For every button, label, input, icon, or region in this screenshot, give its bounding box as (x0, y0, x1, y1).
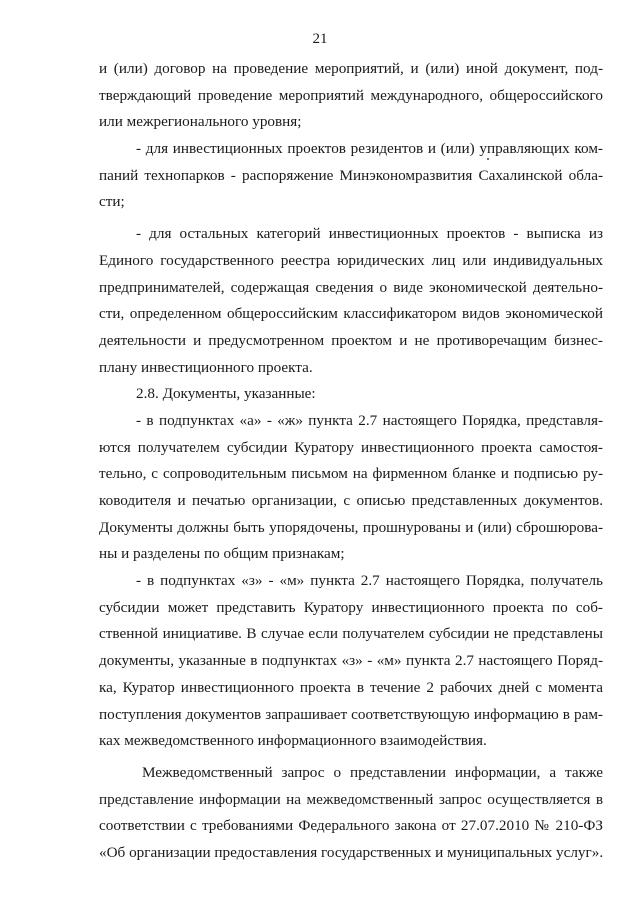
text-line: Межведомственный запрос о представлении информации, а также (142, 763, 603, 781)
text-line: тверждающий проведение мероприятий международного, общероссийского (99, 86, 603, 104)
text-line: представление информации на межведомственный запрос осуществляется в (99, 790, 603, 808)
paragraph-section-2-8 (99, 381, 603, 408)
text-line: «Об организации предоставления государственных и муниципальных услуг». (99, 843, 604, 861)
page-number: 21 (312, 31, 328, 47)
text-line: и (или) договор на проведение мероприятий, и (или) иной документ, под- (99, 60, 603, 77)
paragraph-interagency-request (99, 760, 603, 867)
text-line: - для инвестиционных проектов резидентов и (или) управляющих ком- (136, 140, 603, 158)
paragraph-items-z-m (99, 568, 603, 755)
text-line: - в подпунктах «з» - «м» пункта 2.7 настоящего Порядка, получатель (136, 572, 603, 590)
text-line: ются получателем субсидии Куратору инвестиционного проекта самостоя- (99, 438, 603, 456)
text-line: соответствии с требованиями Федерального закона от 27.07.2010 № 210-ФЗ (99, 817, 603, 835)
text-line: деятельности и предусмотренном проектом и не противоречащим бизнес- (99, 331, 603, 349)
text-line: ках межведомственного информационного взаимодействия. (99, 732, 487, 750)
text-line: ны и разделены по общим признакам; (99, 545, 345, 563)
paragraph-items-a-zh (99, 408, 603, 568)
document-body (99, 56, 603, 867)
text-line: Документы должны быть упорядочены, прошнурованы и (или) сброшюрова- (99, 518, 603, 536)
text-line: предпринимателей, содержащая сведения о виде экономической деятельно- (99, 278, 603, 296)
text-line: сти, определенном общероссийским классификатором видов экономической (99, 305, 603, 323)
text-line: документы, указанные в подпунктах «з» - «м» пункта 2.7 настоящего Поряд- (99, 652, 603, 670)
text-line: ка, Куратор инвестиционного проекта в течение 2 рабочих дней с момента (99, 678, 603, 696)
text-line: сти; (99, 193, 125, 211)
text-line: или межрегионального уровня; (99, 113, 302, 131)
text-line: ственной инициативе. В случае если получателем субсидии не представлены (99, 625, 603, 643)
text-line: плану инвестиционного проекта. (99, 358, 313, 376)
text-line: - в подпунктах «а» - «ж» пункта 2.7 настоящего Порядка, представля- (136, 411, 603, 429)
paragraph-continuation (99, 56, 603, 136)
paragraph-technopark-residents (99, 136, 603, 216)
text-line: тельно, с сопроводительным письмом на фирменном бланке и подписью ру- (99, 465, 603, 483)
text-line: ководителя и печатью организации, с описью представленных документов. (99, 492, 603, 509)
section-heading: 2.8. Документы, указанные: (136, 385, 316, 403)
paragraph-other-categories (99, 221, 603, 381)
text-line: поступления документов запрашивает соответствующую информацию в рам- (99, 705, 603, 723)
text-line: паний технопарков - распоряжение Минэкономразвития Сахалинской обла- (99, 166, 603, 184)
text-line: субсидии может представить Куратору инвестиционного проекта по соб- (99, 598, 603, 616)
text-line: - для остальных категорий инвестиционных проектов - выписка из (136, 225, 603, 243)
text-line: Единого государственного реестра юридических лиц или индивидуальных (99, 251, 603, 269)
